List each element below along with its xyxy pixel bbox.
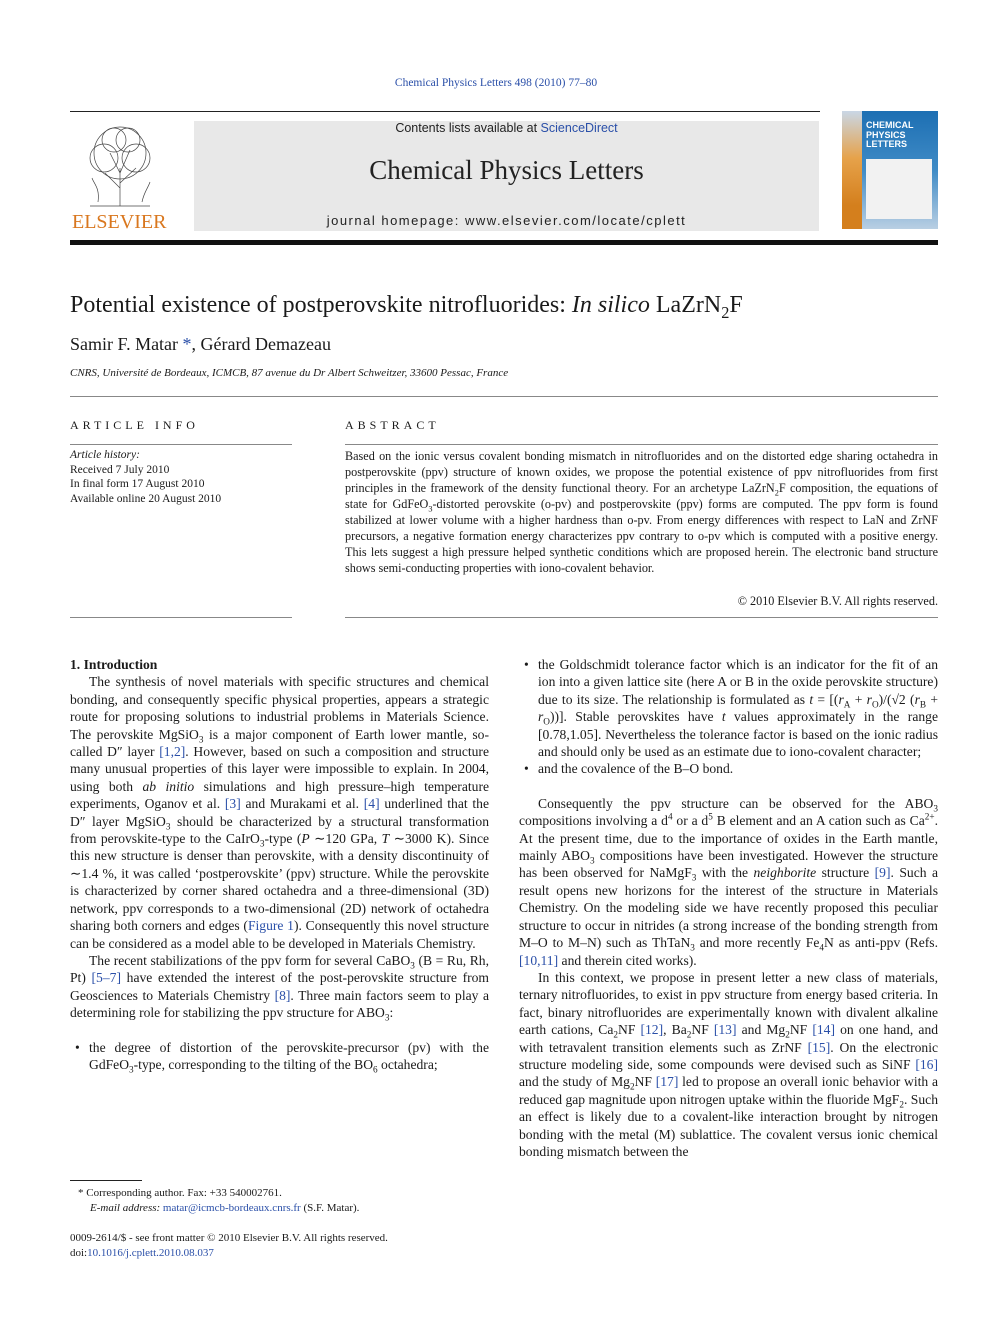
paragraph: Consequently the ppv structure can be observed for the $ABO_3$ compositions involving a $d^4$ or a $d^5$ B element and an A cation such as $Ca^{2+}$. At the present time, due to the importance of oxides in the Earth mantle, mainly $ABO_3$ compositions have been investigated. However the structure has been observed for NaMgF$_3$ with the neighborite structure [9]. Such a result opens new horizons for the interest of the structure in Materials Chemistry. On the modeling side we have recently proposed this peculiar structure to occur in nitrides (a strong increase of the bonding strength from M–O to M–N) such as ThTaN$_3$ and more recently $Fe_4N$ as anti-ppv (Refs. [10,11] and therein cited works). (519, 795, 939, 968)
section-heading: 1. Introduction (70, 657, 158, 672)
paragraph: In this context, we propose in present letter a new class of materials, ternary nitrofluorides, to exist in ppv structure from energy based criteria. In fact, binary nitrofluorides are experimentally known with divalent alkaline earth cations, $Ca_2NF$ [12], $Ba_2NF$ [13] and $Mg_2NF$ [14] on one hand, and with tetravalent transition elements such as ZrNF [15]. On the electronic structure modeling side, some compounds were devised such as SiNF [16] and the study of $Mg_2NF$ [17] led to propose an overall ionic behavior with a reduced gap magnitude upon nitrogen uptake within the fluoride MgF$_2$. Such an effect is likely due to a covalent-like interaction brought by nitrogen bonding with the metal (M) sublattice. The covalent versus ionic chemical bonding mismatch between the (519, 969, 939, 1159)
article-title: Potential existence of postperovskite nitrofluorides: In silico LaZrN$_2$F (70, 292, 743, 322)
abstract-rule (345, 444, 938, 445)
footnote-rule (70, 1180, 142, 1181)
citation-link[interactable]: [10,11] (519, 952, 559, 968)
publication-info: 0009-2614/$ - see front matter © 2010 Elsevier B.V. All rights reserved. doi:10.1016/j.cplett.2010.08.037 (70, 1232, 388, 1259)
abstract-bottom-rule (345, 617, 938, 618)
contents-line: Contents lists available at ScienceDirect (395, 121, 618, 135)
left-column (70, 656, 489, 1073)
tree-icon (70, 118, 170, 233)
journal-cover (842, 111, 938, 229)
citation-link[interactable]: [17] (655, 1074, 679, 1090)
cover-panel (866, 159, 932, 219)
list-item: • the degree of distortion of the perovskite-precursor (pv) with the GdFeO$_3$-type, corresponding to the tilting of the $BO_6$ octahedra; (70, 1039, 489, 1074)
list-item: • the Goldschmidt tolerance factor which is an indicator for the fit of an ion into a given lattice site (here A or B in the oxide perovskite structure) due to its size. The relationship is formulated as $t = [(r_A + r_O)/(√2$ $(r_B + r_O)$)]. Stable perovskites have t values approximately in the range [0.78,1.05]. Nevertheless the tolerance factor is based on the ionic radius and should only be used as an estimate due to iono-covalent character; (519, 656, 938, 760)
email-link[interactable]: matar@icmcb-bordeaux.cnrs.fr (162, 1201, 301, 1214)
header-rule (70, 111, 820, 112)
citation-link[interactable]: [9] (874, 865, 891, 881)
journal-homepage[interactable]: journal homepage: www.elsevier.com/locate/cplett (326, 213, 687, 228)
header-thick-rule (70, 240, 938, 245)
journal-reference[interactable]: Chemical Physics Letters 498 (2010) 77–80 (394, 77, 598, 89)
list-item: • and the covalence of the B–O bond. (519, 760, 938, 777)
journal-title: Chemical Physics Letters (369, 155, 644, 185)
abstract-text: Based on the ionic versus covalent bonding mismatch in nitrofluorides and on the distorted edge sharing octahedra in postperovskite (ppv) structure of known oxides, we propose the potential existence of ppv nitrofluorides from first principles in the framework of the density functional theory. For an archetype LaZrN$_2$F composition, the equations of state for GdFeO$_3$-distorted perovskite (o-pv) and postperovskite (ppv) forms are computed. The ppv form is found stabilized at lower volume with a higher hardness than o-pv. From energy differences with respect to LaN and ZrNF precursors, a negative formation energy characterizes ppv contrary to o-pv which is computed with a positive energy. This lets suggest a high pressure helped synthetic conditions which are proposed herein. The electronic band structure shows semi-conducting properties with iono-covalent behavior. (345, 449, 938, 575)
citation-link[interactable]: [16] (915, 1056, 938, 1072)
cover-title: CHEMICAL PHYSICS LETTERS (866, 120, 914, 149)
sciencedirect-link[interactable]: ScienceDirect (540, 121, 618, 135)
copyright: © 2010 Elsevier B.V. All rights reserved. (737, 594, 938, 608)
article-info-rule (70, 444, 292, 445)
article-info-heading: ARTICLE INFO (70, 418, 199, 432)
doi-link[interactable]: 10.1016/j.cplett.2010.08.037 (87, 1246, 214, 1259)
figure-link[interactable]: Figure 1 (247, 918, 294, 934)
article-info-bottom-rule (70, 617, 292, 618)
citation-link[interactable]: [12] (640, 1022, 664, 1038)
cover-art (842, 111, 862, 229)
authors: Samir F. Matar *, Gérard Demazeau (70, 334, 331, 354)
citation-link[interactable]: [4] (363, 796, 380, 812)
citation-link[interactable]: [15] (807, 1039, 831, 1055)
factor-list (70, 1039, 489, 1074)
citation-link[interactable]: [1,2] (159, 744, 186, 760)
publisher-logo-text: ELSEVIER (72, 211, 167, 233)
citation-link[interactable]: [8] (274, 987, 291, 1003)
right-column (519, 656, 938, 1160)
corresponding-author-mark[interactable]: * (178, 334, 192, 354)
citation-link[interactable]: [3] (224, 796, 241, 812)
title-rule (70, 396, 938, 397)
citation-link[interactable]: [13] (713, 1022, 737, 1038)
footnote: * Corresponding author. Fax: +33 540002761. E-mail address: matar@icmcb-bordeaux.cnrs.fr (S.F. Matar). (78, 1187, 360, 1214)
elsevier-logo (70, 118, 170, 233)
abstract-heading: ABSTRACT (345, 418, 440, 432)
article-history: Article history: Received 7 July 2010 In final form 17 August 2010 Available online 20 August 2010 (70, 449, 222, 505)
citation-link[interactable]: [14] (812, 1022, 835, 1038)
paragraph: The recent stabilizations of the ppv form for several CaBO$_3$ (B = Ru, Rh, Pt) [5–7] have extended the interest of the post-perovskite structure from Geosciences to Materials Chemistry [8]. Three main factors seem to play a determining role for stabilizing the ppv structure for $ABO_3$: (70, 952, 490, 1023)
affiliation: CNRS, Université de Bordeaux, ICMCB, 87 avenue du Dr Albert Schweitzer, 33600 Pessac, France (70, 367, 509, 379)
citation-link[interactable]: [5–7] (91, 970, 121, 986)
paragraph: The synthesis of novel materials with specific structures and chemical bonding, and consequently specific physical properties, appears a strategic route for proposing solutions to industrial problems in Materials Science. The perovskite MgSiO$_3$ is a major component of Earth lower mantle, so-called D″ layer [1,2]. However, based on such a composition and structure many unusual properties of this layer were impossible to explain. In 2004, using both ab initio simulations and high pressure–high temperature experiments, Oganov et al. [3] and Murakami et al. [4] underlined that the D″ layer MgSiO$_3$ should be characterized by a structural transformation from perovskite-type to the CaIrO$_3$-type (P ∼120 GPa, T ∼3000 K). Since this new structure is denser than perovskite, with a density discontinuity of ∼1.4 %, it was called ‘postperovskite’ (ppv) structure. While the perovskite is characterized by corner shared octahedra and a three-dimensional (3D) network, ppv corresponds to a two-dimensional (2D) network of octahedra sharing both corners and edges (Figure 1). Consequently this novel structure can be considered as a model able to be developed in Materials Chemistry. (70, 674, 490, 951)
factor-list-continued (519, 656, 938, 778)
